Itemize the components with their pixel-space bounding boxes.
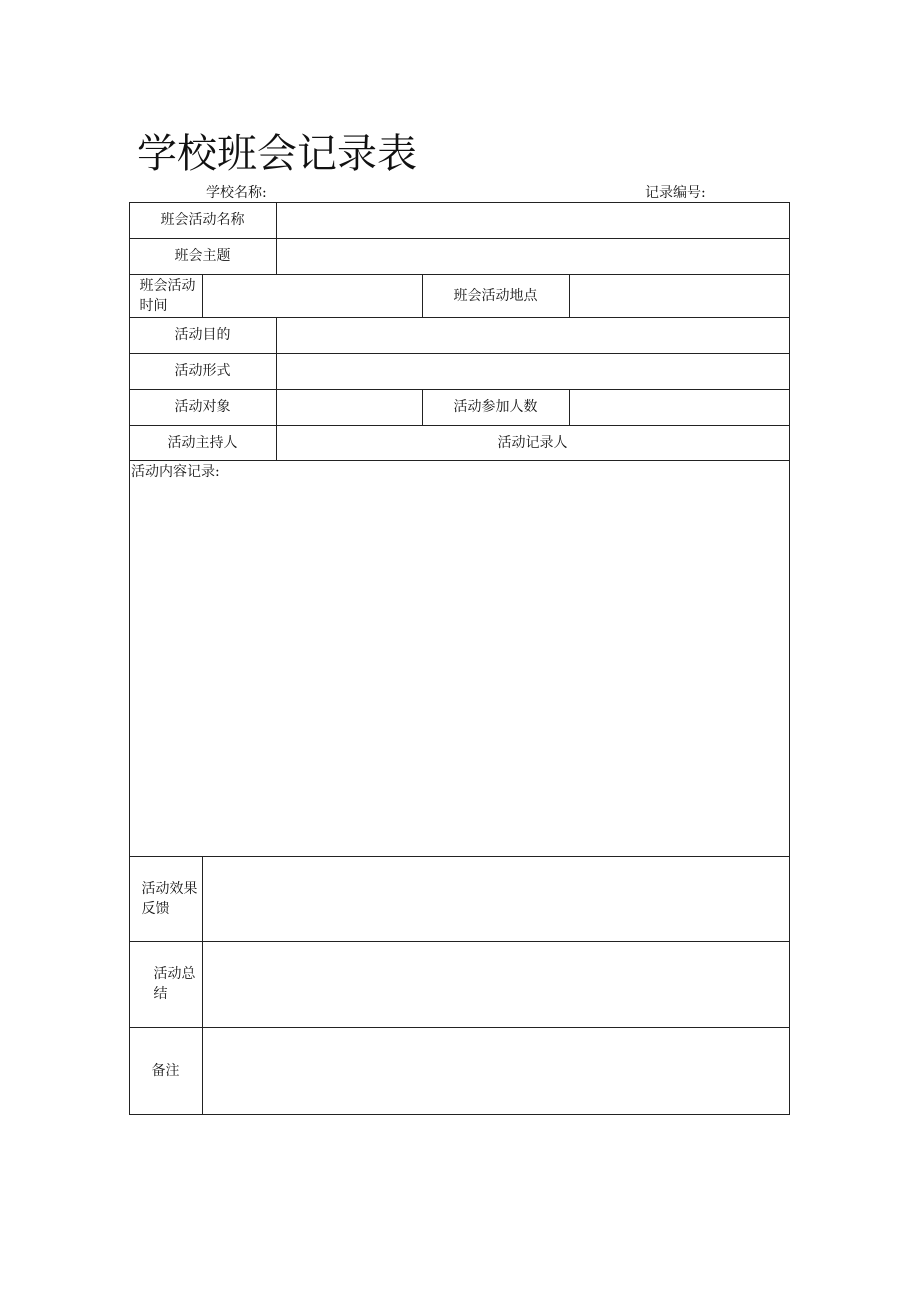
remarks-label: 备注 xyxy=(151,1062,180,1079)
feedback-label: 活动效果反馈 xyxy=(141,880,198,917)
theme-field[interactable] xyxy=(277,239,789,274)
activity-name-field[interactable] xyxy=(277,203,789,238)
page-title: 学校班会记录表 xyxy=(137,131,417,177)
recorder-label: 活动记录人 xyxy=(497,434,568,451)
activity-time-field[interactable] xyxy=(203,275,422,317)
table-border-right xyxy=(789,202,790,1115)
activity-time-label-cell xyxy=(133,274,202,317)
summary-label-cell xyxy=(149,941,202,1027)
table-border-bottom xyxy=(129,1114,790,1115)
form-label: 活动形式 xyxy=(174,363,231,379)
row-divider xyxy=(129,460,790,461)
activity-name-label: 班会活动名称 xyxy=(160,212,245,228)
purpose-label: 活动目的 xyxy=(174,327,231,343)
remarks-field[interactable] xyxy=(203,1028,789,1114)
summary-label: 活动总结 xyxy=(153,966,196,1002)
host-label: 活动主持人 xyxy=(167,434,238,451)
record-number-label: 记录编号: xyxy=(645,185,706,201)
content-record-label: 活动内容记录: xyxy=(131,464,220,480)
theme-label: 班会主题 xyxy=(174,248,231,264)
summary-field[interactable] xyxy=(203,942,789,1027)
form-field[interactable] xyxy=(277,354,789,389)
school-name-label: 学校名称: xyxy=(206,185,267,201)
activity-location-field[interactable] xyxy=(570,275,789,317)
feedback-field[interactable] xyxy=(203,857,789,941)
participants-field[interactable] xyxy=(570,390,789,425)
target-label: 活动对象 xyxy=(174,399,231,415)
feedback-label-cell xyxy=(137,856,202,941)
activity-location-label: 班会活动地点 xyxy=(453,287,538,304)
participants-label: 活动参加人数 xyxy=(453,399,538,415)
purpose-field[interactable] xyxy=(277,318,789,353)
content-record-field[interactable] xyxy=(130,484,789,856)
target-field[interactable] xyxy=(277,390,422,425)
activity-time-label: 班会活动时间 xyxy=(139,277,196,314)
record-form-table xyxy=(129,202,790,1115)
